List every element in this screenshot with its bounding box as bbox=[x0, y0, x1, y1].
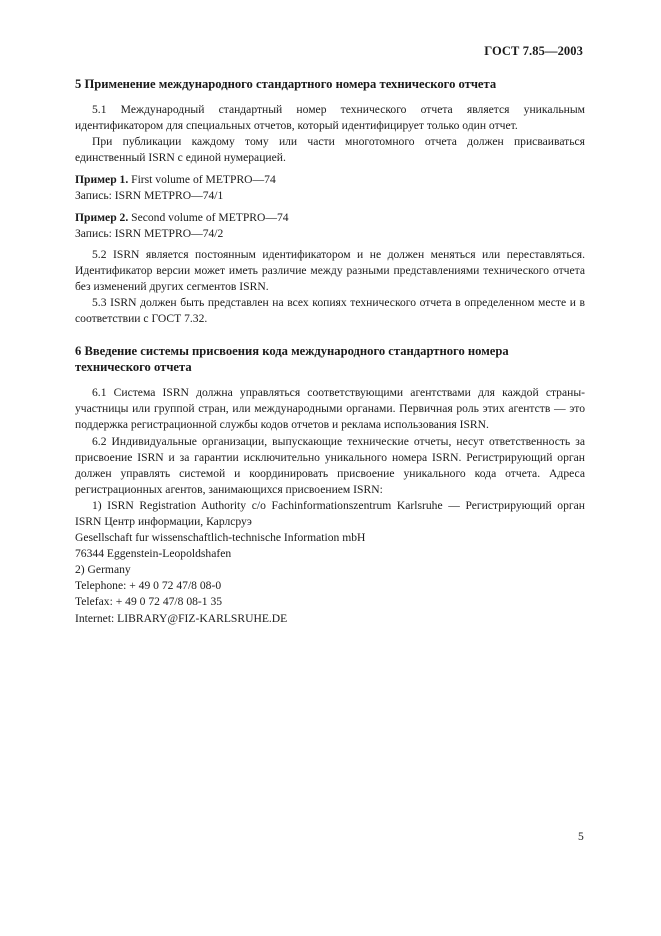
paragraph-5-2: 5.2 ISRN является постоянным идентификатором и не должен меняться или переставляться. Идентификатор версии может иметь различие между разными представлениями технического отчета без изменений других сегментов ISRN. bbox=[75, 247, 585, 293]
example-1-label: Пример 1. bbox=[75, 173, 129, 187]
address-line-telefax: Telefax: + 49 0 72 47/8 08-1 35 bbox=[75, 595, 223, 609]
registration-authority-item: 1) ISRN Registration Authority c/o Fachinformationszentrum Karlsruhe — Регистрирующий орган ISRN Центр информации, Карлсруэ bbox=[75, 498, 585, 528]
paragraph-5-1-cont: При публикации каждому тому или части многотомного отчета должен присваиваться единственный ISRN с единой нумерацией. bbox=[75, 135, 585, 165]
example-2 bbox=[75, 210, 585, 226]
address-line-telephone: Telephone: + 49 0 72 47/8 08-0 bbox=[75, 579, 222, 593]
paragraph-6-1: 6.1 Система ISRN должна управляться соответствующими агентствами для каждой страны-участницы или группой стран, или международными органами. Первичная роль этих агентств — это поддержка регистрационной службы кодов отчетов и реклама использования ISRN. bbox=[75, 386, 585, 432]
example-2-label: Пример 2. bbox=[75, 210, 129, 224]
example-2-text: Second volume of METPRO—74 bbox=[128, 210, 289, 224]
example-2-record: Запись: ISRN METPRO—74/2 bbox=[75, 226, 224, 240]
paragraph-5-3: 5.3 ISRN должен быть представлен на всех копиях технического отчета в определенном месте и в соответствии с ГОСТ 7.32. bbox=[75, 296, 585, 326]
section-6-heading: 6 Введение системы присвоения кода международного стандартного номера технического отчета bbox=[75, 344, 509, 375]
example-1-record: Запись: ISRN METPRO—74/1 bbox=[75, 189, 224, 203]
paragraph-6-2: 6.2 Индивидуальные организации, выпускающие технические отчеты, несут ответственность за присвоение ISRN и за гарантии исключительно уникального номера ISRN. Регистрирующий орган должен управлять системой и координировать присвоение уникального кода отчета. Адреса регистрационных агентов, занимающихся присвоением ISRN: bbox=[75, 434, 585, 496]
page-number: 5 bbox=[578, 830, 584, 843]
section-5-heading: 5 Применение международного стандартного номера технического отчета bbox=[75, 77, 497, 91]
address-line-organization: Gesellschaft fur wissenschaftlich-technische Information mbH bbox=[75, 531, 366, 545]
example-1-text: First volume of METPRO—74 bbox=[128, 173, 276, 187]
address-line-internet: Internet: LIBRARY@FIZ-KARLSRUHE.DE bbox=[75, 611, 288, 625]
paragraph-5-1: 5.1 Международный стандартный номер технического отчета является уникальным идентификатором для специальных отчетов, который идентифицирует только один отчет. bbox=[75, 103, 585, 133]
document-body bbox=[75, 76, 585, 627]
address-line-city: 76344 Eggenstein-Leopoldshafen bbox=[75, 547, 232, 561]
address-line-country: 2) Germany bbox=[75, 563, 131, 577]
example-1 bbox=[75, 172, 585, 188]
standard-code-header: ГОСТ 7.85—2003 bbox=[484, 44, 583, 58]
